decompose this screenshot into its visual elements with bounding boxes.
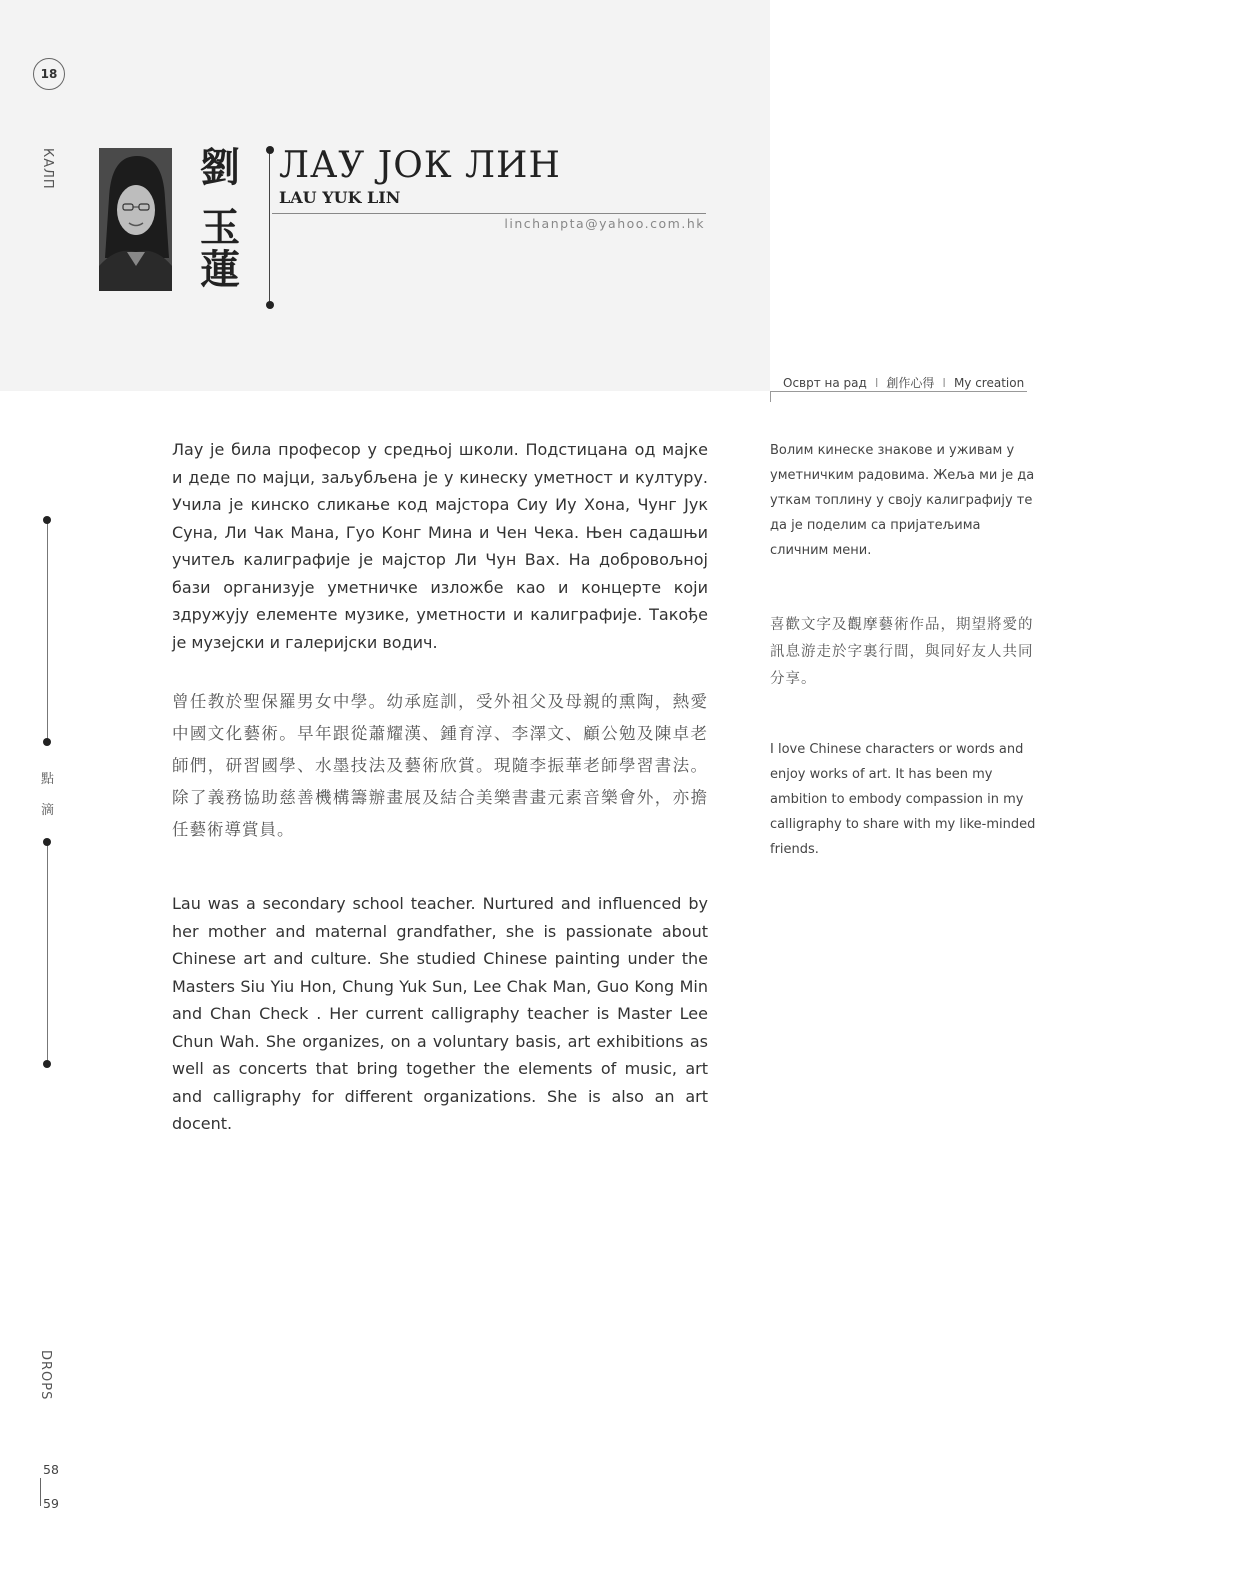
tab-separator: I xyxy=(874,376,879,390)
sidebar-cjk-char: 點 xyxy=(41,772,55,787)
folio-right: 59 xyxy=(43,1496,59,1511)
tab-english: My creation xyxy=(953,376,1025,390)
sidebar-dot xyxy=(43,738,51,746)
tab-chinese: 創作心得 xyxy=(886,376,935,390)
tab-serbian: Осврт на рад xyxy=(783,376,867,390)
sidebar-top-label: КАЛП xyxy=(40,148,55,190)
portrait-illustration xyxy=(99,148,172,291)
bio-chinese: 曾任教於聖保羅男女中學。幼承庭訓，受外祖父及母親的熏陶，熱愛中國文化藝術。早年跟從蕭耀漢、鍾育淳、李澤文、顧公勉及陳卓老師們，研習國學、水墨技法及藝術欣賞。現隨李振華老師學習書法。除了義務協助慈善機構籌辦畫展及結合美樂書畫元素音樂會外，亦擔任藝術導賞員。 xyxy=(172,692,708,839)
sidebar-dot xyxy=(43,516,51,524)
folio-divider xyxy=(40,1478,41,1506)
sidebar-line-lower xyxy=(47,842,48,1064)
creation-english: I love Chinese characters or words and enjoy works of art. It has been my ambition to embody compassion in my calligraphy to share with my like-minded friends. xyxy=(770,742,1036,857)
sidebar-dot xyxy=(43,1060,51,1068)
bio-serbian: Лау је била професор у средњој школи. Подстицана од мајке и деде по мајци, заљубљена је у кинеску уметност и културу. Учила је кинско сликање код мајстора Сиу Иу Хона, Чунг Јук Суна, Ли Чак Мана, Гуо Конг Мина и Чен Чека. Њен садашњи учитељ калиграфије је мајстор Ли Чун Вах. На добровољној бази организује уметничке изложбе као и концерте који здружују елементе музике, уметности и калиграфије. Такође је музејски и галеријски водич. xyxy=(172,440,708,652)
creation-tabs xyxy=(783,374,1024,391)
name-cjk-char: 玉 xyxy=(200,204,240,251)
tabs-underline xyxy=(770,391,1027,392)
sidebar-bottom-label: DROPS xyxy=(38,1350,53,1401)
name-underline xyxy=(272,213,706,214)
creation-serbian: Волим кинеске знакове и уживам у уметничким радовима. Жеља ми је да уткам топлину у своју калиграфију те да је поделим са пријатељима сличним мени. xyxy=(770,443,1035,558)
tabs-tick xyxy=(770,391,771,402)
tab-separator: I xyxy=(942,376,946,390)
name-divider-line xyxy=(269,150,270,304)
sidebar-dot xyxy=(43,838,51,846)
folio-left: 58 xyxy=(43,1462,59,1477)
artist-email[interactable]: linchanpta@yahoo.com.hk xyxy=(504,216,705,231)
sidebar-line-upper xyxy=(47,520,48,742)
name-cjk-char: 劉 xyxy=(200,144,240,191)
name-divider-dot xyxy=(266,301,274,309)
name-divider-dot xyxy=(266,146,274,154)
artist-name-latin: LAU YUK LIN xyxy=(279,188,401,207)
page-number-badge: 18 xyxy=(33,58,65,90)
artist-photo xyxy=(99,148,172,291)
sidebar-cjk-char: 滴 xyxy=(41,803,55,818)
creation-chinese: 喜歡文字及觀摩藝術作品，期望將愛的訊息游走於字裏行間，與同好友人共同分享。 xyxy=(770,617,1034,687)
name-cjk-char: 蓮 xyxy=(200,246,240,293)
artist-name-cyrillic: ЛАУ ЈОК ЛИН xyxy=(279,145,561,186)
bio-english: Lau was a secondary school teacher. Nurtured and influenced by her mother and maternal grandfather, she is passionate about Chinese art and culture. She studied Chinese painting under the Masters Siu Yiu Hon, Chung Yuk Sun, Lee Chak Man, Guo Kong Min and Chan Check . Her current calligraphy teacher is Master Lee Chun Wah. She organizes, on a voluntary basis, art exhibitions as well as concerts that bring together the elements of music, art and calligraphy for different organizations. She is also an art docent. xyxy=(172,894,708,1133)
